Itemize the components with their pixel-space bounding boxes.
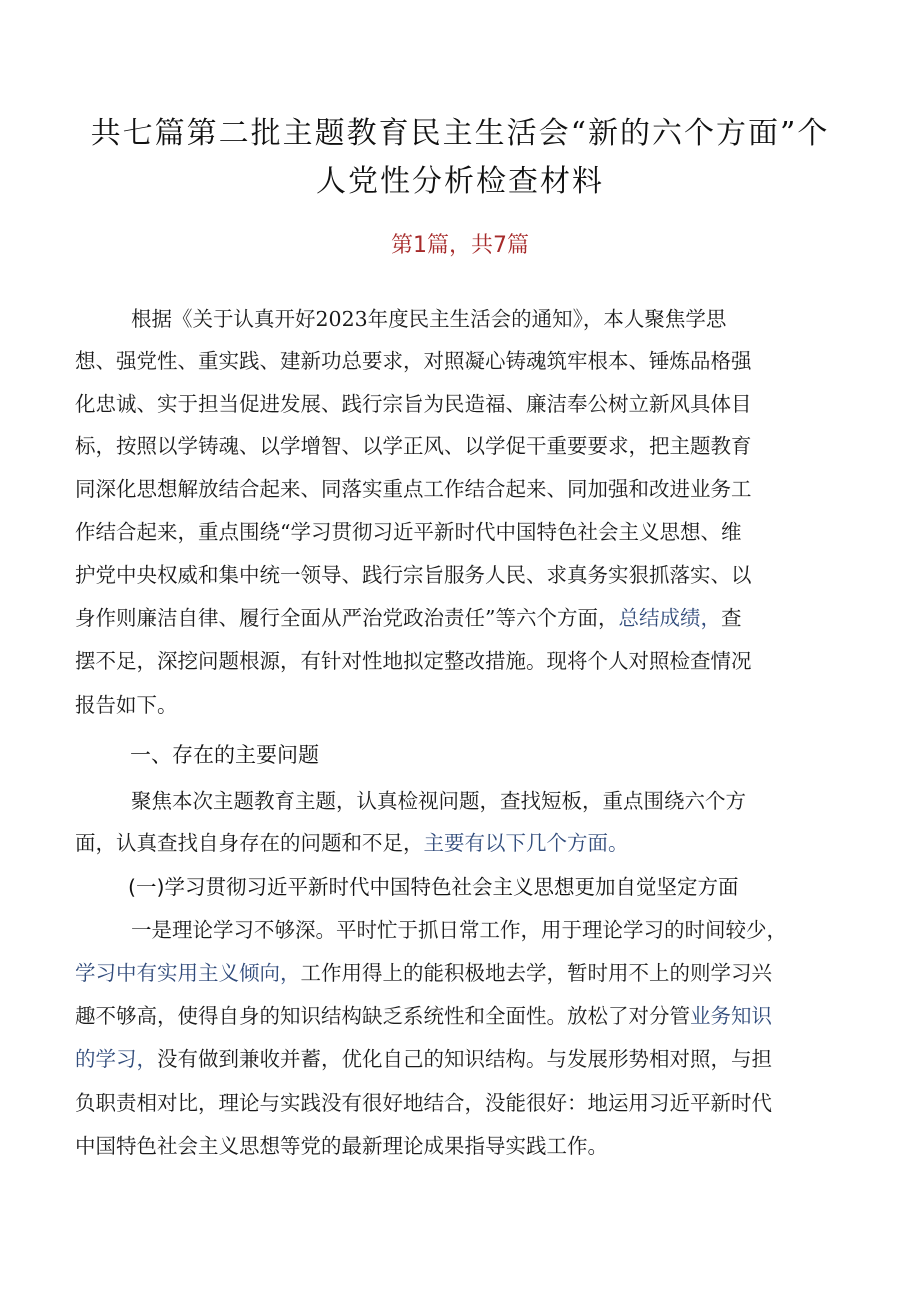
section-highlight: 主要有以下几个方面。 bbox=[423, 831, 629, 855]
intro-text: 身作则廉洁自律、履行全面从严治党政治责任”等六个方面， bbox=[75, 606, 619, 630]
subsection-line bbox=[75, 1044, 772, 1074]
document-title-line-1: 共七篇第二批主题教育民主生活会“新的六个方面”个 bbox=[90, 116, 830, 151]
subsection-line bbox=[75, 958, 772, 988]
subsection-line bbox=[75, 1001, 772, 1031]
intro-highlight: 总结成绩， bbox=[618, 606, 721, 630]
subsection-highlight: 学习中有实用主义倾向， bbox=[75, 961, 301, 985]
intro-line: 摆不足，深挖问题根源，有针对性地拟定整改措施。现将个人对照检查情况 bbox=[75, 649, 752, 673]
part-subtitle: 第1篇，共7篇 bbox=[391, 233, 529, 258]
subsection-line: 负职责相对比，理论与实践没有很好地结合，没能很好：地运用习近平新时代 bbox=[75, 1091, 772, 1115]
section-heading: 一、存在的主要问题 bbox=[130, 743, 319, 767]
subsection-heading: (一)学习贯彻习近平新时代中国特色社会主义思想更加自觉坚定方面 bbox=[128, 875, 739, 899]
section-line: 聚焦本次主题教育主题，认真检视问题，查找短板，重点围绕六个方 bbox=[131, 789, 746, 813]
intro-line: 同深化思想解放结合起来、同落实重点工作结合起来、同加强和改进业务工 bbox=[75, 477, 752, 501]
section-text: 面，认真查找自身存在的问题和不足， bbox=[75, 831, 424, 855]
intro-line: 护党中央权威和集中统一领导、践行宗旨服务人民、求真务实狠抓落实、以 bbox=[75, 563, 752, 587]
section-line bbox=[75, 828, 629, 858]
intro-line bbox=[75, 603, 741, 633]
subsection-text: 趣不够高，使得自身的知识结构缺乏系统性和全面性。放松了对分管 bbox=[75, 1004, 690, 1028]
subsection-highlight: 业务知识 bbox=[690, 1004, 772, 1028]
intro-line: 作结合起来，重点围绕“学习贯彻习近平新时代中国特色社会主义思想、维 bbox=[75, 520, 742, 544]
intro-line: 化忠诚、实于担当促进发展、践行宗旨为民造福、廉洁奉公树立新风具体目 bbox=[75, 392, 752, 416]
subsection-text: 工作用得上的能积极地去学，暂时用不上的则学习兴 bbox=[300, 961, 772, 985]
document-title-line-2: 人党性分析检查材料 bbox=[316, 164, 604, 199]
subsection-highlight: 的学习， bbox=[75, 1047, 157, 1071]
intro-line: 标，按照以学铸魂、以学增智、以学正风、以学促干重要要求，把主题教育 bbox=[75, 434, 752, 458]
intro-line: 报告如下。 bbox=[75, 693, 178, 717]
subsection-line: 一是理论学习不够深。平时忙于抓日常工作，用于理论学习的时间较少， bbox=[131, 918, 787, 942]
subsection-text: 没有做到兼收并蓄，优化自己的知识结构。与发展形势相对照，与担 bbox=[157, 1047, 772, 1071]
intro-text: 查 bbox=[720, 606, 742, 630]
subsection-line: 中国特色社会主义思想等党的最新理论成果指导实践工作。 bbox=[75, 1134, 608, 1158]
intro-line: 想、强党性、重实践、建新功总要求，对照凝心铸魂筑牢根本、锤炼品格强 bbox=[75, 349, 752, 373]
intro-line: 根据《关于认真开好2023年度民主生活会的通知》，本人聚焦学思 bbox=[131, 307, 727, 331]
